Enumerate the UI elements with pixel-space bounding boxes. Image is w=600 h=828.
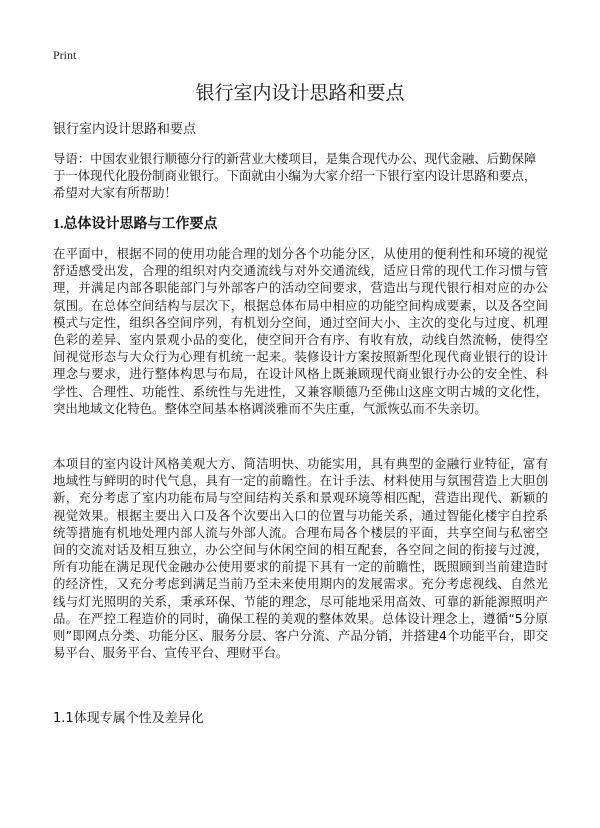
intro-paragraph: 导语：中国农业银行顺德分行的新营业大楼项目，是集合现代办公、现代金融、后勤保障于一体现代化股份制商业银行。下面就由小编为大家介绍一下银行室内设计思路和要点，希望对大家有所帮助！ [53,151,537,201]
section-heading-1 [53,215,218,234]
print-label: Print [53,48,77,62]
section-title: 总体设计思路与工作要点 [63,216,218,232]
subsection-heading-1-1 [53,710,204,728]
section-number: 1. [53,217,64,232]
subsection-number: 1.1 [53,711,74,726]
document-subtitle: 银行室内设计思路和要点 [53,122,197,137]
page-title: 银行室内设计思路和要点 [195,82,405,104]
body-paragraph-2: 本项目的室内设计风格美观大方、简洁明快、功能实用，具有典型的金融行业特征，富有地域性与鲜明的时代气息，具有一定的前瞻性。在计手法、材料使用与氛围营造上大胆创新，充分考虑了室内功能布局与空间结构关系和景观环境等相匹配，营造出现代、新颖的视觉效果。根据主要出入口及各个次要出入口的位置与功能关系，通过智能化楼宇自控系统等措施有机地处理内部人流与外部人流。合理布局各个楼层的平面，共享空间与私密空间的交流对话及相互独立，办公空间与休闲空间的相互配套，各空间之间的衔接与过渡，所有功能在满足现代金融办公使用要求的前提下具有一定的前瞻性，既照顾到当前建造时的经济性，又充分考虑到满足当前乃至未来使用期内的发展需求。充分考虑视线、自然光线与灯光照明的关系，秉承环保、节能的理念，尽可能地采用高效、可靠的新能源照明产品。在严控工程造价的同时，确保工程的美观的整体效果。总体设计理念上，遵循“5分原则”即网点分类、功能分区、服务分层、客户分流、产品分销，并搭建4个功能平台，即交易平台、服务平台、宣传平台、理财平台。 [53,456,548,661]
subsection-title: 体现专属个性及差异化 [73,711,204,726]
body-paragraph-1: 在平面中，根据不同的使用功能合理的划分各个功能分区，从使用的便利性和环境的视觉舒适感受出发，合理的组织对内交通流线与对外交通流线，适应日常的现代工作习惯与管理，并满足内部各职能部门与外部客户的活动空间要求，营造出与现代银行相对应的办公氛围。在总体空间结构与层次下，根据总体布局中相应的功能空间构成要素，以及各空间模式与定性，组织各空间序列，有机划分空间，通过空间大小、主次的变化与过度、机理色彩的差异、室内景观小品的变化，使空间开合有序、有收有放，动线自然流畅，使得空间视觉形态与大众行为心理有机统一起来。装修设计方案按照新型化现代商业银行的设计理念与要求，进行整体构思与布局，在设计风格上既兼顾现代商业银行办公的安全性、科学性、合理性、功能性、系统性与先进性，又兼容顺德乃至佛山这座文明古城的文化性，突出地域文化特色。整体空间基本格调淡雅而不失庄重，气派恢弘而不失亲切。 [53,246,548,416]
